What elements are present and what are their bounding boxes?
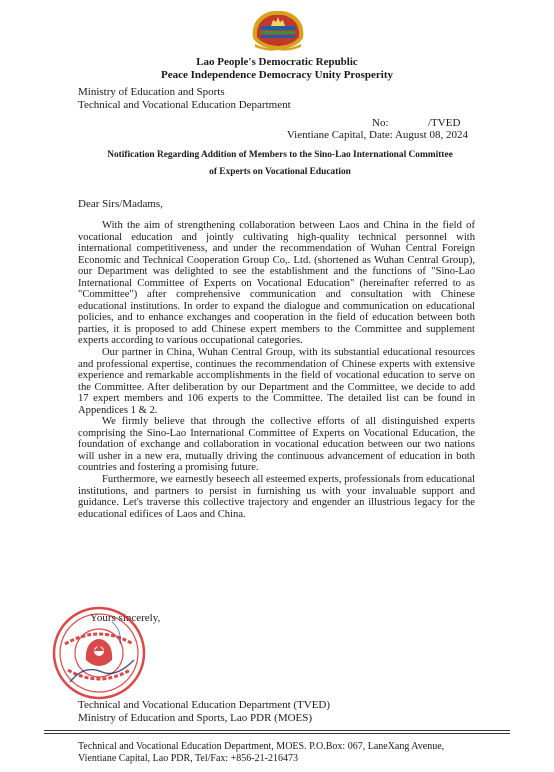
notification-title-line2: of Experts on Vocational Education <box>209 167 351 177</box>
paragraph: Furthermore, we earnestly beseech all esteemed experts, professionals from educational institutions, and partners to persist in furnishing us with your invaluable support and guidance. Let's traverse this collective trajectory and engender an illustrious legacy for the educational edifices of Laos and China. <box>78 474 475 520</box>
signatory-ministry: Ministry of Education and Sports, Lao PDR (MOES) <box>78 712 313 724</box>
footer-contact: Vientiane Capital, Lao PDR, Tel/Fax: +856-21-216473 <box>78 753 298 764</box>
lao-national-emblem-icon <box>247 8 309 52</box>
country-name: Lao People's Democratic Republic <box>196 56 358 68</box>
document-date: Vientiane Capital, Date: August 08, 2024 <box>286 129 468 141</box>
footer-divider <box>44 730 510 731</box>
number-label: No: <box>372 117 389 129</box>
national-motto: Peace Independence Democracy Unity Prosperity <box>161 69 393 81</box>
number-suffix: /TVED <box>428 117 461 129</box>
paragraph: With the aim of strengthening collaboration between Laos and China in the field of vocational education and jointly cultivating high-quality technical personnel with international competitiveness, and under the recommendation of Wuhan Central Foreign Economic and Technical Cooperation Group Co,. Ltd. (shortened as Wuhan Central Group), our Department was delighted to see the establishment and the functions of "Sino-Lao International Committee of Experts on Vocational Education" (hereinafter referred to as "Committee") after comprehensive communication and consultation with Chinese educational institutions. In order to expand the dialogue and communication on educational policies, and to enhance exchanges and cooperation in the field of education between both parties, it is proposed to add Chinese expert members to the Committee and supplement experts according to various occupational categories. <box>78 220 475 347</box>
paragraph: Our partner in China, Wuhan Central Group, with its substantial educational resources and professional expertise, continues the recommendation of Chinese experts with extensive experience and remarkable accomplishments in the field of vocational education to serve on the Committee. After deliberation by our Department and the Committee, we decide to add 17 expert members and 106 experts to the Committee. The detailed list can be found in Appendices 1 & 2. <box>78 347 475 416</box>
notification-title-line1: Notification Regarding Addition of Members to the Sino-Lao International Committee <box>107 150 453 160</box>
salutation: Dear Sirs/Madams, <box>78 198 163 210</box>
signatory-department: Technical and Vocational Education Department (TVED) <box>78 699 331 711</box>
closing: Yours sincerely, <box>90 612 161 624</box>
footer-divider-thin <box>44 733 510 734</box>
paragraph: We firmly believe that through the collective efforts of all distinguished experts comprising the Sino-Lao International Committee of Experts on Vocational Education, the foundation of exchange and collaboration in vocational education between our two nations will usher in a new era, mutually driving the continuous advancement of education in both countries and fostering a promising future. <box>78 416 475 474</box>
official-red-seal-icon <box>50 604 148 702</box>
letter-body <box>78 220 475 520</box>
ministry-name: Ministry of Education and Sports <box>78 86 225 98</box>
footer-address: Technical and Vocational Education Department, MOES. P.O.Box: 067, LaneXang Avenue, <box>78 741 445 752</box>
department-name: Technical and Vocational Education Department <box>78 99 291 111</box>
